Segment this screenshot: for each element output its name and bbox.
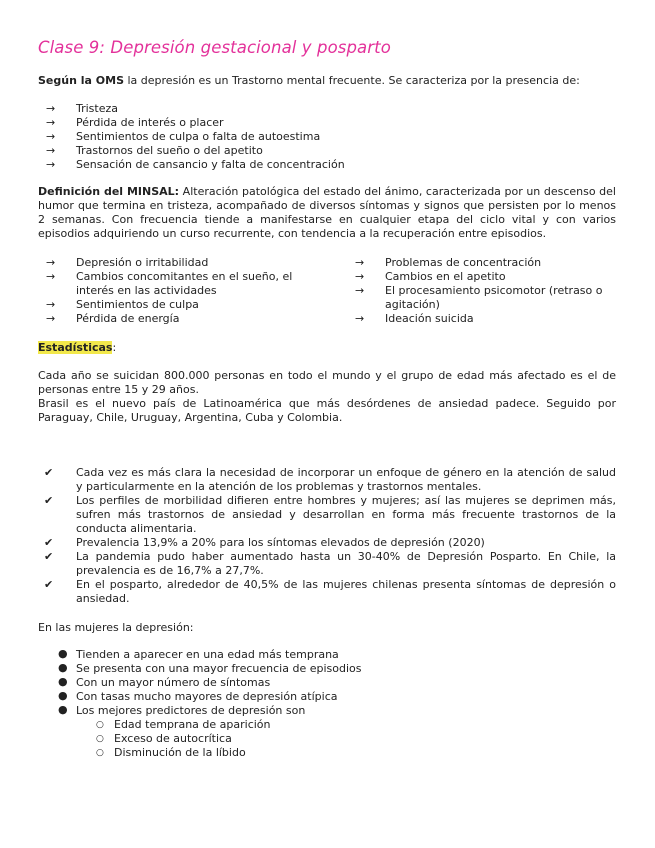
- bullet-icon: ●: [58, 689, 68, 702]
- list-item: ● Los mejores predictores de depresión son ○ Edad temprana de aparición ○ Exceso de autocrítica ○ Disminución de la líbido: [38, 704, 598, 760]
- minsal-lead: Definición del MINSAL:: [38, 185, 180, 198]
- list-item: → Ideación suicida: [355, 312, 474, 325]
- minsal-list-left: [38, 256, 328, 326]
- minsal-list-right: [347, 256, 619, 326]
- bullet-icon: ●: [58, 661, 68, 674]
- hollow-bullet-icon: ○: [96, 720, 104, 730]
- checkmark-icon: ✔: [44, 536, 54, 549]
- list-item: → Sentimientos de culpa o falta de autoestima: [46, 130, 321, 143]
- list-item: → El procesamiento psicomotor (retraso o agitación): [355, 284, 603, 311]
- list-item: → Pérdida de energía: [46, 312, 180, 325]
- minsal-paragraph: [38, 185, 616, 241]
- oms-lead: Según la OMS: [38, 74, 124, 87]
- list-item: ● Se presenta con una mayor frecuencia de episodios: [58, 661, 362, 675]
- arrow-icon: →: [46, 144, 56, 157]
- women-list: [38, 648, 598, 760]
- page-title: Clase 9: Depresión gestacional y posparto: [38, 38, 391, 57]
- list-item: ✔ La pandemia pudo haber aumentado hasta un 30-40% de Depresión Posparto. En Chile, la prevalencia es de 16,7% a 27,7%.: [44, 550, 616, 577]
- hollow-bullet-icon: ○: [96, 748, 104, 758]
- minsal-text: Alteración patológica del estado del ánimo, caracterizada por un descenso del humor que termina en tristeza, acompañado de diversos síntomas y signos que persisten por lo menos 2 semanas. Con frecuencia tiende a manifestarse en cualquier etapa del ciclo vital y con varios episodios adquiriendo un curso recurrente, con tendencia a la recuperación entre episodios.: [38, 185, 616, 240]
- list-item: ✔ En el posparto, alrededor de 40,5% de las mujeres chilenas presenta síntomas de depresión o ansiedad.: [44, 578, 616, 605]
- list-item: → Sensación de cansancio y falta de concentración: [46, 158, 345, 171]
- predictors-sublist: [76, 718, 598, 760]
- checkmark-icon: ✔: [44, 550, 54, 563]
- checkmark-list: [38, 466, 616, 606]
- checkmark-icon: ✔: [44, 494, 54, 507]
- arrow-icon: →: [46, 298, 56, 311]
- checkmark-icon: ✔: [44, 466, 54, 479]
- arrow-icon: →: [46, 116, 56, 129]
- sub-list-item: ○ Disminución de la líbido: [96, 746, 246, 759]
- arrow-icon: →: [355, 256, 365, 269]
- arrow-icon: →: [355, 284, 365, 297]
- arrow-icon: →: [46, 130, 56, 143]
- stats-heading-text: Estadísticas: [38, 341, 113, 354]
- list-item: → Trastornos del sueño o del apetito: [46, 144, 263, 157]
- arrow-icon: →: [46, 270, 56, 283]
- list-item: → Sentimientos de culpa: [46, 298, 199, 311]
- stats-paragraph-1: Cada año se suicidan 800.000 personas en todo el mundo y el grupo de edad más afectado es el de personas entre 15 y 29 años.: [38, 369, 616, 396]
- arrow-icon: →: [46, 312, 56, 325]
- arrow-icon: →: [46, 158, 56, 171]
- oms-paragraph: [38, 74, 616, 88]
- bullet-icon: ●: [58, 647, 68, 660]
- arrow-icon: →: [46, 102, 56, 115]
- arrow-icon: →: [355, 270, 365, 283]
- sub-list-item: ○ Edad temprana de aparición: [96, 718, 271, 731]
- bullet-icon: ●: [58, 703, 68, 716]
- stats-paragraph-2: Brasil es el nuevo país de Latinoamérica que más desórdenes de ansiedad padece. Seguido por Paraguay, Chile, Uruguay, Argentina, Cuba y Colombia.: [38, 397, 616, 424]
- list-item: → Problemas de concentración: [355, 256, 542, 269]
- list-item: ● Con un mayor número de síntomas: [58, 675, 271, 689]
- list-item: → Cambios en el apetito: [355, 270, 506, 283]
- list-item: ✔ Los perfiles de morbilidad difieren entre hombres y mujeres; así las mujeres se deprimen más, sufren más trastornos de ansiedad y desarrollan en forma más frecuente trastornos de la conducta alimentaria.: [44, 494, 616, 535]
- list-item: → Pérdida de interés o placer: [46, 116, 224, 129]
- sub-list-item: ○ Exceso de autocrítica: [96, 732, 232, 745]
- hollow-bullet-icon: ○: [96, 734, 104, 744]
- checkmark-icon: ✔: [44, 578, 54, 591]
- list-item: ● Con tasas mucho mayores de depresión atípica: [58, 689, 338, 703]
- oms-text: la depresión es un Trastorno mental frecuente. Se caracteriza por la presencia de:: [124, 74, 580, 87]
- arrow-icon: →: [46, 256, 56, 269]
- list-item: ● Tienden a aparecer en una edad más temprana: [58, 647, 339, 661]
- stats-heading: Estadísticas:: [38, 341, 117, 354]
- women-intro: En las mujeres la depresión:: [38, 621, 194, 634]
- bullet-icon: ●: [58, 675, 68, 688]
- list-item: → Depresión o irritabilidad: [46, 256, 209, 269]
- list-item: ✔ Cada vez es más clara la necesidad de incorporar un enfoque de género en la atención de salud y particularmente en la atención de los problemas y trastornos mentales.: [44, 466, 616, 493]
- arrow-icon: →: [355, 312, 365, 325]
- oms-symptom-list: [38, 102, 598, 172]
- list-item: → Cambios concomitantes en el sueño, el interés en las actividades: [46, 270, 293, 297]
- list-item: ✔ Prevalencia 13,9% a 20% para los síntomas elevados de depresión (2020): [44, 536, 485, 549]
- list-item: → Tristeza: [46, 102, 119, 115]
